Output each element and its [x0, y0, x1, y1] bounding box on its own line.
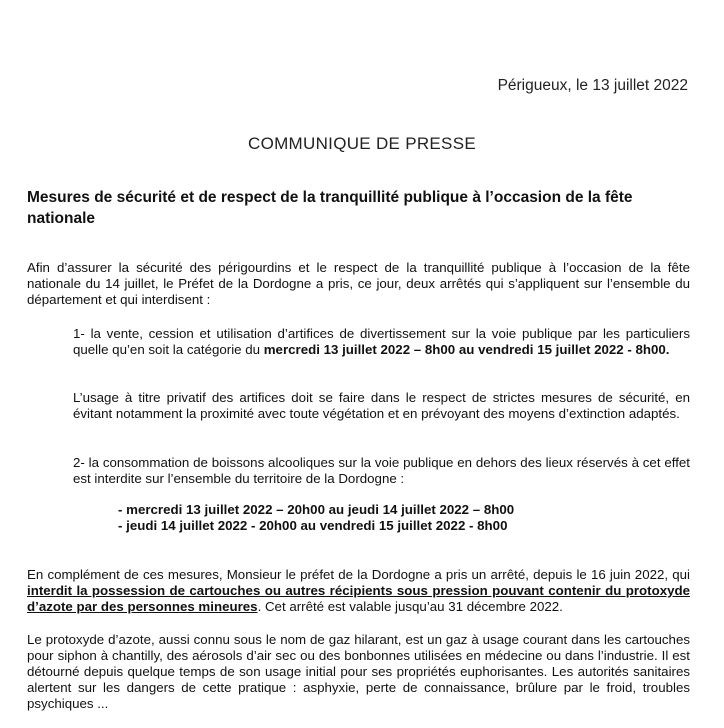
alcohol-period-1: - mercredi 13 juillet 2022 – 20h00 au jeudi 14 juillet 2022 – 8h00 — [118, 502, 515, 517]
document-date: Périgueux, le 13 juillet 2022 — [497, 77, 688, 94]
measure-fireworks — [73, 326, 690, 358]
press-release-subject: Mesures de sécurité et de respect de la tranquillité publique à l’occasion de la fête nationale — [27, 189, 633, 227]
protoxyde-paragraph: Le protoxyde d’azote, aussi connu sous le nom de gaz hilarant, est un gaz à usage courant dans les cartouches pour siphon à chantilly, des aérosols d’air sec ou des bonbonnes utilisées en médecine ou dans l’industrie. Il est détourné depuis quelque temps de son usage initial pour ses propriétés euphorisantes. Les autorités sanitaires alertent sur les dangers de cette pratique : asphyxie, perte de connaissance, brûlure par le froid, troubles psychiques ... — [27, 632, 690, 711]
complement-validity: . Cet arrêté est valable jusqu’au 31 décembre 2022. — [257, 599, 563, 614]
complement-intro: En complément de ces mesures, Monsieur le préfet de la Dordogne a pris un arrêté, depuis le 16 juin 2022, qui — [27, 567, 690, 582]
measure-fireworks-period: mercredi 13 juillet 2022 – 8h00 au vendredi 15 juillet 2022 - 8h00. — [263, 342, 670, 357]
measure-alcohol: 2- la consommation de boissons alcooliques sur la voie publique en dehors des lieux réservés à cet effet est interdite sur l’ensemble du territoire de la Dordogne : — [73, 455, 690, 486]
measure-fireworks-text: 1- la vente, cession et utilisation d’artifices de divertissement sur la voie publique par les particuliers quelle qu’en soit la catégorie du — [73, 326, 690, 357]
private-use-note: L’usage à titre privatif des artifices doit se faire dans le respect de strictes mesures de sécurité, en évitant notamment la proximité avec toute végétation et en prévoyant des moyens d’extinction adaptés. — [73, 390, 690, 421]
intro-paragraph: Afin d’assurer la sécurité des périgourdins et le respect de la tranquillité publique à l’occasion de la fête nationale du 14 juillet, le Préfet de la Dordogne a pris, ce jour, deux arrêtés qui s’appliquent sur l’ensemble du département et qui interdisent : — [27, 260, 690, 307]
complement-prohibition: interdit la possession de cartouches ou autres récipients sous pression pouvant contenir du protoxyde d’azote par des personnes mineures — [27, 583, 690, 614]
complement-paragraph — [27, 567, 690, 615]
alcohol-period-2: - jeudi 14 juillet 2022 - 20h00 au vendredi 15 juillet 2022 - 8h00 — [118, 518, 508, 533]
document-heading: COMMUNIQUE DE PRESSE — [248, 134, 476, 153]
